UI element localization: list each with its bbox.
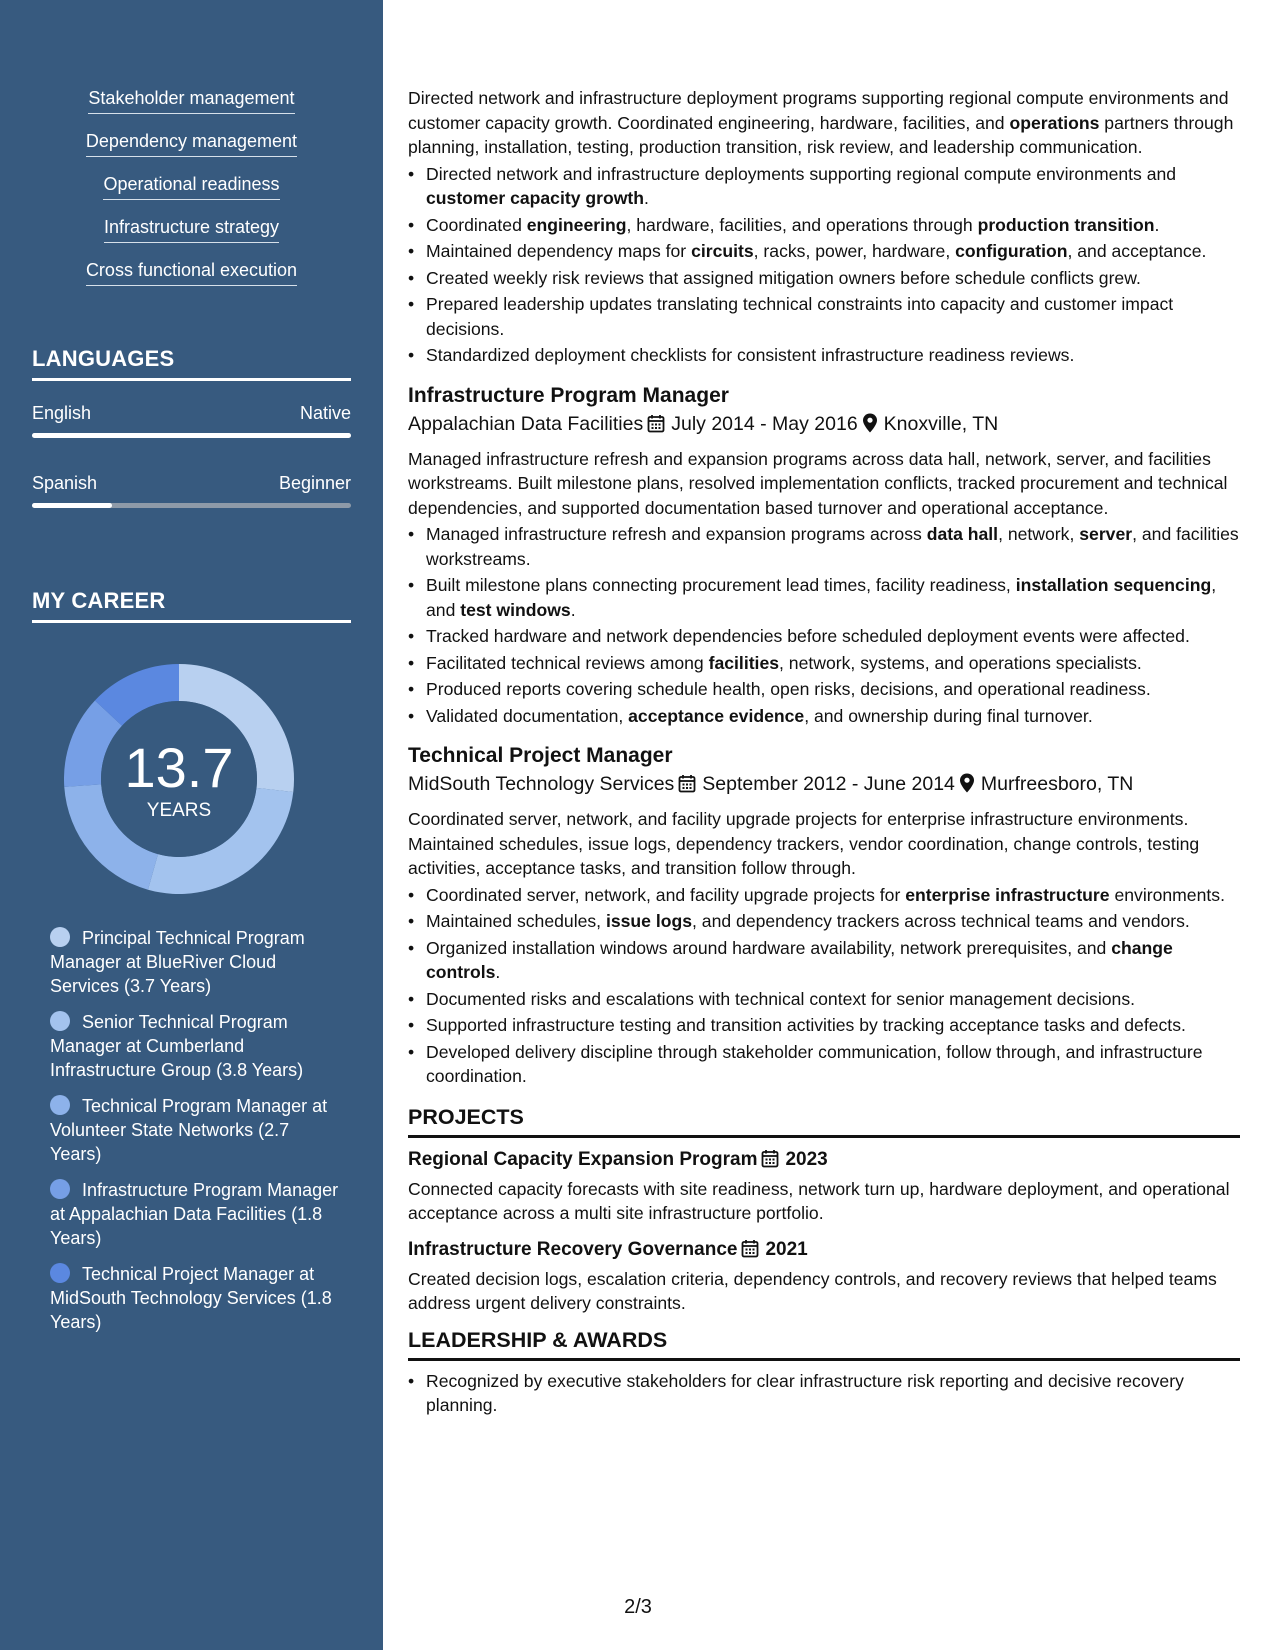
job-summary <box>408 807 1240 881</box>
job-dates: September 2012 - June 2014 <box>702 773 955 795</box>
project-title <box>408 1236 1240 1267</box>
bold-text: enterprise infrastructure <box>905 884 1110 905</box>
page-number: 2/3 <box>624 1596 652 1618</box>
career-total-unit: YEARS <box>146 800 212 821</box>
language-bar-english <box>32 433 351 438</box>
project-year: 2023 <box>785 1148 828 1170</box>
career-item <box>50 1094 340 1166</box>
bold-text: customer capacity growth <box>426 188 645 208</box>
bullet-item <box>408 573 1240 622</box>
career-item <box>50 1178 340 1250</box>
text-run: . <box>495 962 501 982</box>
text-run: Produced reports covering schedule health, open risks, decisions, and operational readiness. <box>426 679 1151 699</box>
job-company: Appalachian Data Facilities <box>408 412 644 435</box>
career-text: Principal Technical Program Manager at BlueRiver Cloud Services (3.7 Years) <box>50 928 305 996</box>
skill-item: Dependency management <box>86 129 297 157</box>
language-name: English <box>32 403 92 423</box>
bold-text: circuits <box>691 241 754 261</box>
text-run: , racks, power, hardware, <box>753 241 956 261</box>
job-entry <box>408 382 1240 729</box>
bullet-item <box>408 883 1240 908</box>
career-text: Technical Program Manager at Volunteer State Networks (2.7 Years) <box>50 1096 328 1164</box>
text-run: , and dependency trackers across technical teams and vendors. <box>692 911 1190 931</box>
projects-heading: PROJECTS <box>408 1103 1240 1138</box>
bold-text: configuration <box>955 241 1068 261</box>
bold-text: issue logs <box>605 911 693 931</box>
bold-text: test windows <box>460 599 571 620</box>
text-run: Managed infrastructure refresh and expansion programs across data hall, network, server, and facilities workstreams. Built milestone plans, resolved implementation conflicts, tracked procurement and technical dependencies, and supported documentation based turnover and operational acceptance. <box>408 448 1228 518</box>
sidebar <box>0 0 383 1650</box>
skill-item: Cross functional execution <box>86 258 297 286</box>
career-text: Infrastructure Program Manager at Appalachian Data Facilities (1.8 Years) <box>50 1180 339 1248</box>
language-spanish <box>32 473 351 494</box>
text-run: , network, <box>998 524 1080 544</box>
career-donut-chart <box>64 664 294 894</box>
calendar-icon <box>761 1149 779 1177</box>
career-total-years: 13.7 <box>124 736 234 799</box>
map-pin-icon <box>862 413 878 441</box>
bold-text: operations <box>1009 112 1100 133</box>
career-text: Technical Project Manager at MidSouth Technology Services (1.8 Years) <box>50 1264 332 1332</box>
text-run: Coordinated server, network, and facility upgrade projects for enterprise infrastructure environments. Maintained schedules, issue logs, dependency trackers, vendor coordination, change controls, testing activities, acceptance tasks, and transition follow through. <box>408 809 1200 878</box>
text-run: . <box>644 188 649 208</box>
text-run: Directed network and infrastructure deployment programs supporting regional compute environments and customer capacity growth. Coordinated engineering, hardware, facilities, and <box>408 88 1229 133</box>
job-entry <box>408 742 1240 1089</box>
bullet-item <box>408 292 1240 341</box>
bold-text: facilities <box>708 652 780 673</box>
bullet-item <box>408 239 1240 264</box>
job-bullets <box>408 522 1240 728</box>
bullet-item <box>408 651 1240 676</box>
text-run: Maintained schedules, <box>426 911 606 931</box>
skill-item: Stakeholder management <box>88 86 294 114</box>
project-description: Connected capacity forecasts with site readiness, network turn up, hardware deployment, and operational acceptance across a multi site infrastructure portfolio. <box>408 1178 1230 1223</box>
text-run: Created weekly risk reviews that assigned mitigation owners before schedule conflicts grew. <box>426 267 1141 288</box>
text-run: Standardized deployment checklists for consistent infrastructure readiness reviews. <box>426 345 1075 365</box>
project-description: Created decision logs, escalation criteria, dependency controls, and recovery reviews that helped teams address urgent delivery constraints. <box>408 1268 1217 1313</box>
text-run: Tracked hardware and network dependencies before scheduled deployment events were affected. <box>426 626 1190 646</box>
bullet-item <box>408 1040 1240 1089</box>
awards-list <box>408 1369 1240 1418</box>
project-name: Regional Capacity Expansion Program <box>408 1148 758 1170</box>
skill-item: Operational readiness <box>103 172 279 200</box>
bullet-item <box>408 704 1240 729</box>
text-run: partners through planning, installation, testing, production transition, risk review, and leadership communication. <box>408 112 1234 157</box>
job-title: Technical Project Manager <box>408 744 673 767</box>
bullet-item <box>408 343 1240 368</box>
intro-summary <box>408 86 1240 160</box>
text-run: , hardware, facilities, and operations through <box>626 214 978 235</box>
bullet-item <box>408 936 1240 985</box>
job-company: MidSouth Technology Services <box>408 773 675 795</box>
text-run: Built milestone plans connecting procurement lead times, facility readiness, <box>426 575 1016 595</box>
language-english <box>32 403 351 424</box>
legend-dot <box>50 927 70 947</box>
job-bullets <box>408 883 1240 1089</box>
job-meta <box>408 770 1240 801</box>
bullet-item <box>408 1013 1240 1038</box>
text-run: , and acceptance. <box>1067 241 1207 261</box>
text-run: . <box>570 599 576 620</box>
language-bar-fill <box>32 433 351 438</box>
bold-text: acceptance evidence <box>628 705 805 726</box>
text-run: Validated documentation, <box>426 705 629 726</box>
project-name: Infrastructure Recovery Governance <box>408 1238 738 1260</box>
bold-text: data hall <box>926 524 999 544</box>
text-run: , and ownership during final turnover. <box>804 705 1093 726</box>
donut-center <box>64 664 294 894</box>
text-run: Coordinated <box>426 214 527 235</box>
bullet-item <box>408 677 1240 702</box>
job-location: Murfreesboro, TN <box>980 773 1134 795</box>
text-run: Developed delivery discipline through stakeholder communication, follow through, and infrastructure coordination. <box>426 1041 1203 1086</box>
skills-list <box>0 86 383 301</box>
bullet-item <box>408 213 1240 238</box>
job-dates: July 2014 - May 2016 <box>671 412 858 435</box>
bold-text: installation sequencing <box>1015 575 1212 595</box>
skill-item: Infrastructure strategy <box>104 215 279 243</box>
text-run: Documented risks and escalations with technical context for senior management decisions. <box>426 988 1135 1009</box>
text-run: environments. <box>1109 884 1225 905</box>
legend-dot <box>50 1179 70 1199</box>
job-location: Knoxville, TN <box>883 412 999 435</box>
legend-dot <box>50 1011 70 1031</box>
bold-text: production transition <box>977 214 1155 235</box>
bullet-item <box>408 909 1240 934</box>
languages-heading: LANGUAGES <box>32 346 351 381</box>
text-run: Organized installation windows around hardware availability, network prerequisites, and <box>426 937 1112 958</box>
job-title: Infrastructure Program Manager <box>408 383 729 407</box>
bullet-item <box>408 162 1240 211</box>
text-run: Managed infrastructure refresh and expansion programs across <box>426 524 927 544</box>
legend-dot <box>50 1095 70 1115</box>
career-text: Senior Technical Program Manager at Cumberland Infrastructure Group (3.8 Years) <box>50 1012 304 1080</box>
job-summary <box>408 447 1240 521</box>
text-run: Prepared leadership updates translating technical constraints into capacity and customer impact decisions. <box>426 294 1174 339</box>
language-name: Spanish <box>32 473 98 493</box>
text-run: Facilitated technical reviews among <box>426 652 709 673</box>
text-run: , and <box>426 575 1217 620</box>
project-list <box>408 1146 1240 1316</box>
text-run: Maintained dependency maps for <box>426 241 692 261</box>
map-pin-icon <box>959 773 975 801</box>
calendar-icon <box>647 413 665 441</box>
career-heading: MY CAREER <box>32 588 351 623</box>
calendar-icon <box>741 1239 759 1267</box>
language-bar-fill <box>32 503 112 508</box>
text-run: , network, systems, and operations specialists. <box>779 652 1142 673</box>
bullet-item <box>408 266 1240 291</box>
job-list <box>408 382 1240 1089</box>
awards-heading: LEADERSHIP & AWARDS <box>408 1326 1240 1361</box>
award-item: • Recognized by executive stakeholders for clear infrastructure risk reporting and decisive recovery planning. <box>408 1369 1240 1418</box>
bullet-item <box>408 522 1240 571</box>
career-item <box>50 1262 340 1334</box>
text-run: Directed network and infrastructure deployments supporting regional compute environments and <box>426 163 1177 184</box>
text-run: , and facilities workstreams. <box>426 524 1239 569</box>
bold-text: engineering <box>526 214 627 235</box>
job-meta <box>408 410 1240 441</box>
language-level: Beginner <box>278 473 351 493</box>
legend-dot <box>50 1263 70 1283</box>
text-run: Coordinated server, network, and facility upgrade projects for <box>426 884 906 905</box>
text-run: Supported infrastructure testing and transition activities by tracking acceptance tasks and defects. <box>426 1015 1186 1035</box>
bullet-item <box>408 624 1240 649</box>
bold-text: change controls <box>426 937 1173 982</box>
career-item <box>50 1010 340 1082</box>
main-content <box>408 86 1240 1432</box>
intro-bullets <box>408 162 1240 368</box>
bold-text: server <box>1079 524 1133 544</box>
language-level: Native <box>299 403 351 423</box>
project-title <box>408 1146 1240 1177</box>
language-bar-spanish <box>32 503 351 508</box>
career-list <box>50 926 340 1346</box>
bullet-item <box>408 987 1240 1012</box>
career-item <box>50 926 340 998</box>
text-run: . <box>1154 214 1160 235</box>
project-year: 2021 <box>765 1238 808 1260</box>
calendar-icon <box>678 773 696 801</box>
